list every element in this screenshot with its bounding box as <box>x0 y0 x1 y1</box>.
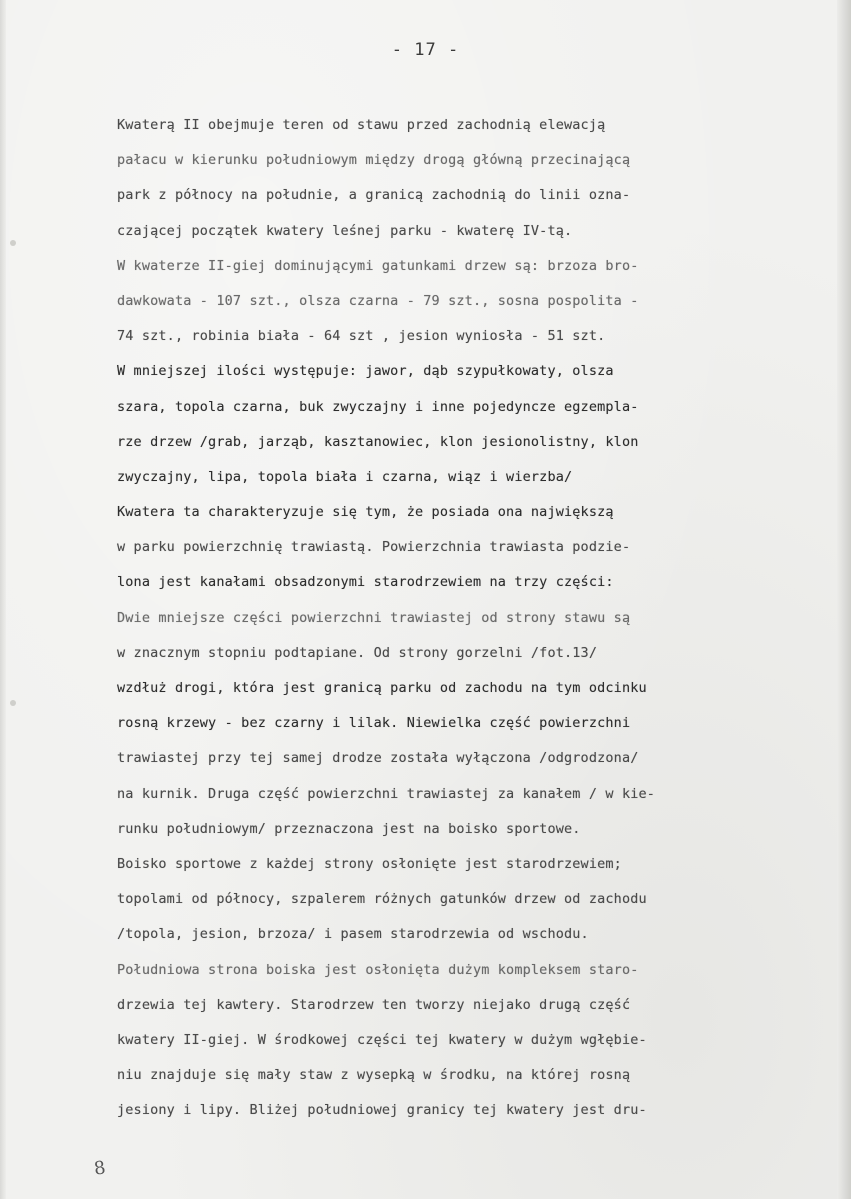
text-line: Kwaterą II obejmuje teren od stawu przed zachodnią elewacją <box>117 117 606 133</box>
text-line: drzewia tej kawtery. Starodrzew ten tworzy niejako drugą część <box>117 996 631 1013</box>
typed-text-body <box>117 108 807 1128</box>
text-line: Boisko sportowe z każdej strony osłonięte jest starodrzewiem; <box>117 855 622 872</box>
page-right-edge <box>837 0 851 1199</box>
page-number: - 17 - <box>391 40 460 60</box>
text-line: Południowa strona boiska jest osłonięta dużym kompleksem staro- <box>117 961 639 978</box>
text-line: kwatery II-giej. W środkowej części tej kwatery w dużym wgłębie- <box>117 1031 647 1048</box>
text-line: 74 szt., robinia biała - 64 szt , jesion wyniosła - 51 szt. <box>117 328 606 345</box>
text-line: dawkowata - 107 szt., olsza czarna - 79 szt., sosna pospolita - <box>117 292 639 309</box>
text-line: topolami od północy, szpalerem różnych gatunków drzew od zachodu <box>117 891 647 908</box>
text-line: park z północy na południe, a granicą zachodnią do linii ozna- <box>117 187 631 204</box>
text-line: wzdłuż drogi, która jest granicą parku od zachodu na tym odcinku <box>117 680 647 696</box>
binder-hole <box>10 700 16 706</box>
text-line: lona jest kanałami obsadzonymi starodrzewiem na trzy części: <box>117 574 614 591</box>
text-line: zwyczajny, lipa, topola biała i czarna, wiąz i wierzba/ <box>117 468 573 485</box>
text-line: Kwatera ta charakteryzuje się tym, że posiada ona największą <box>117 504 614 521</box>
text-line: szara, topola czarna, buk zwyczajny i inne pojedyncze egzempla- <box>117 398 639 415</box>
text-line: w parku powierzchnię trawiastą. Powierzchnia trawiasta podzie- <box>117 539 631 556</box>
text-line: Dwie mniejsze części powierzchni trawiastej od strony stawu są <box>117 609 631 626</box>
text-line: W mniejszej ilości występuje: jawor, dąb szypułkowaty, olsza <box>117 363 614 380</box>
text-line: na kurnik. Druga część powierzchni trawiastej za kanałem / w kie- <box>117 785 656 802</box>
text-line: czającej początek kwatery leśnej parku - kwaterę IV-tą. <box>117 222 573 239</box>
text-line: w znacznym stopniu podtapiane. Od strony gorzelni /fot.13/ <box>117 644 598 661</box>
handwritten-margin-mark: 8 <box>92 1157 107 1180</box>
text-line: jesiony i lipy. Bliżej południowej granicy tej kwatery jest dru- <box>117 1102 647 1119</box>
text-line: W kwaterze II-giej dominującymi gatunkami drzew są: brzoza bro- <box>117 257 639 274</box>
text-line: rze drzew /grab, jarząb, kasztanowiec, klon jesionolistny, klon <box>117 433 639 450</box>
binder-hole <box>10 240 16 246</box>
text-line: rosną krzewy - bez czarny i lilak. Niewielka część powierzchni <box>117 715 631 732</box>
text-line: niu znajduje się mały staw z wysepką w środku, na której rosną <box>117 1067 631 1084</box>
page-left-edge <box>0 0 6 1199</box>
text-line: trawiastej przy tej samej drodze została wyłączona /odgrodzona/ <box>117 750 639 767</box>
text-line: pałacu w kierunku południowym między drogą główną przecinającą <box>117 152 631 169</box>
text-line: runku południowym/ przeznaczona jest na boisko sportowe. <box>117 820 581 837</box>
text-line: /topola, jesion, brzoza/ i pasem starodrzewia od wschodu. <box>117 926 589 943</box>
